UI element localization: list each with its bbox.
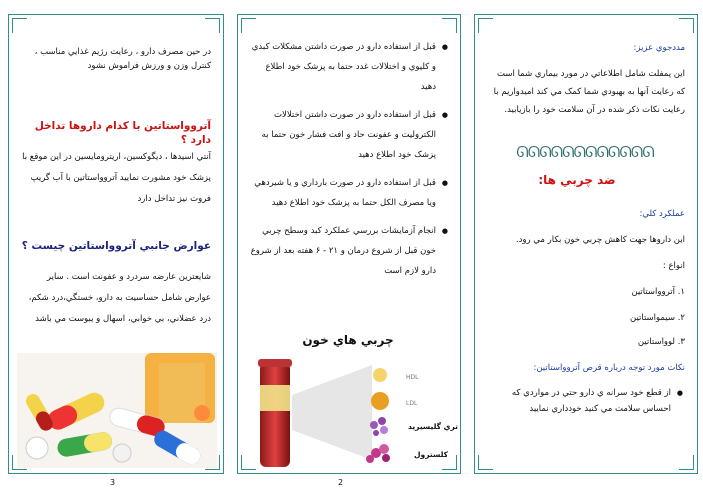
type-item: ۲. سيمواستاتين (629, 313, 685, 323)
label-hdl: HDL (406, 374, 419, 381)
corner-ornament (205, 18, 220, 33)
label-triglyceride: تري گليسيريد (408, 422, 458, 431)
corner-ornament (679, 18, 694, 33)
figure-title: چربي هاي خون (302, 333, 394, 347)
panel-page-2 (237, 14, 461, 474)
precautions-list (250, 37, 450, 289)
corner-ornament (679, 455, 694, 470)
corner-ornament (478, 18, 493, 33)
precaution-item: ● قبل از استفاده دارو در صورت داشتن اختلالات الکتروليت و عفونت حاد و افت فشار خون حتما به پزشک خود اطلاع دهيد (250, 105, 436, 165)
pills-photo (17, 353, 217, 468)
q1-title: آتروواستاتين با کدام داروها تداخل دارد ؟ (34, 120, 211, 146)
function-body: اين داروها جهت کاهش چربي خون بکار مي رود. (515, 235, 685, 245)
corner-ornament (442, 18, 457, 33)
panel-page-1 (474, 14, 698, 474)
precaution-item: ● انجام آزمايشات بررسي عملکرد کبد وسطح چربي خون قبل از شروع درمان و ۲۱ - ۶ هفته بعد از شروع دارو لازم است (250, 221, 436, 281)
type-item: ۳. لوواستاتين (637, 337, 685, 347)
greeting: مددجوي عزيز: (633, 43, 685, 53)
label-cholesterol: کلسترول (414, 450, 448, 459)
corner-ornament (12, 18, 27, 33)
main-title: ضد چربي ها: (538, 173, 616, 187)
type-item: ۱. آتروواستاتين (631, 287, 685, 297)
note-item: ● از قطع خود سرانه ي دارو حتي در مواردي که احساس سلامت مي کنيد خودداري نماييد (489, 385, 671, 417)
corner-ornament (241, 18, 256, 33)
panel1-intro: اين پمفلت شامل اطلاعاتي در مورد بيماري شما است که رعايت آنها به بهبودي شما کمک مي کند اميدواريم با رعايت نکات ذکر شده در آن سلامت خود را بازيابيد. (493, 69, 685, 115)
page-number-3: 3 (110, 478, 116, 487)
panel3-intro: در حين مصرف دارو ، رعايت رژيم غذايي مناسب ، کنترل وزن و ورزش فراموش نشود (34, 47, 211, 71)
q2-body: شايعترين عارضه سردرد و عفونت است . ساير عوارض شامل حساسيت به دارو، خستگي،درد شکم، درد عضلاني، بي خوابي، اسهال و يبوست مي باشد (28, 272, 211, 324)
panel-page-3 (8, 14, 224, 474)
q1-body: آنتي اسيدها ، ديگوکسين، اريترومايسين در اين موقع با پزشک خود مشورت نماييد آتروواستاتين با آب گريپ فروت نيز تداخل دارد (22, 152, 211, 204)
notes-list (489, 385, 685, 425)
function-subhead: عملکرد کلي: (639, 209, 685, 219)
corner-ornament (478, 455, 493, 470)
precaution-item: ● قبل از استفاده دارو در صورت داشتن مشکلات کبدي و کليوي و اختلالات غدد حتما به پزشک خود اطلاع دهيد (250, 37, 436, 97)
notes-title: نکات مورد توجه درباره قرص آتروواستاتين: (533, 363, 685, 373)
label-ldl: LDL (406, 400, 418, 407)
q2-title: عوارض جانبي آتروواستاتين چيست ؟ (21, 240, 211, 252)
types-label: انواع : (662, 261, 685, 271)
precaution-item: ● قبل از استفاده دارو در صورت بارداري و يا شيردهي ويا مصرف الکل حتما به پزشک خود اطلاع دهيد (250, 173, 436, 213)
decorative-border: ᘏᘏᘏᘏᘏᘏᘏᘏᘏᘏᘏᘏ (516, 143, 654, 161)
page-number-2: 2 (338, 478, 344, 487)
